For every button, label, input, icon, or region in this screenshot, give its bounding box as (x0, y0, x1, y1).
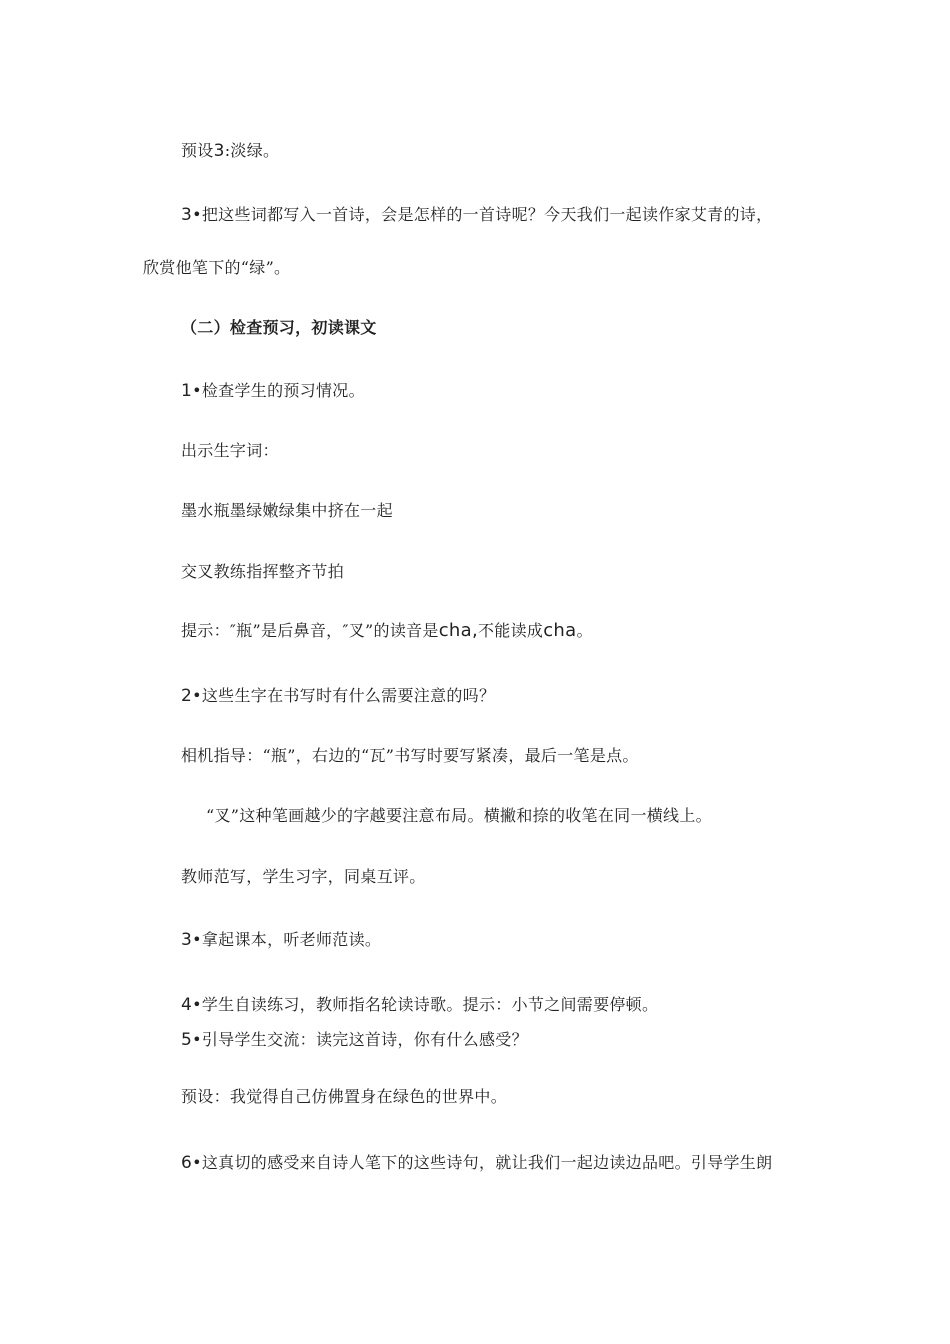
hint-middle: 不能读成 (477, 621, 544, 640)
step-text: •这真切的感受来自诗人笔下的这些诗句，就让我们一起边读边品吧。引导学生朗 (192, 1153, 773, 1172)
paragraph-step-5 (181, 1030, 528, 1050)
preset-number: 3 (213, 141, 225, 161)
step-number: 4 (181, 995, 193, 1015)
paragraph-guidance (181, 746, 639, 766)
paragraph-text: 交叉教练指挥整齐节拍 (181, 562, 345, 581)
step-number: 1 (181, 381, 193, 401)
paragraph-text: 出示生字词： (181, 441, 279, 460)
paragraph-preset-feeling (181, 1087, 507, 1107)
hint-text: 提示：″瓶”是后鼻音，″叉”的读音是 (181, 621, 439, 640)
paragraph-step-2 (181, 686, 495, 706)
pinyin-cha-1: cha, (438, 620, 478, 641)
preset-label: 预设 (181, 141, 214, 160)
step-text: •拿起课本，听老师范读。 (192, 930, 382, 949)
paragraph-text: “叉”这种笔画越少的字越要注意布局。横撇和捺的收笔在同一横线上。 (206, 806, 712, 825)
paragraph-step-3-continued (143, 258, 290, 278)
paragraph-text: 预设：我觉得自己仿佛置身在绿色的世界中。 (181, 1087, 508, 1106)
paragraph-step-3b (181, 930, 381, 950)
section-title: （二）检查预习，初读课文 (181, 318, 377, 337)
section-heading (181, 318, 377, 338)
step-text: •引导学生交流：读完这首诗，你有什么感受？ (192, 1030, 528, 1049)
hint-end: 。 (576, 621, 593, 640)
step-number: 3 (181, 205, 193, 225)
step-text: •检查学生的预习情况。 (192, 381, 365, 400)
step-number: 3 (181, 930, 193, 950)
paragraph-check-1 (181, 381, 365, 401)
step-number: 6 (181, 1153, 193, 1173)
vocabulary-line-1 (181, 501, 393, 521)
vocabulary-line-2 (181, 562, 344, 582)
paragraph-text: 教师范写，学生习字，同桌互评。 (181, 867, 426, 886)
paragraph-step-6 (181, 1153, 772, 1173)
step-text: •这些生字在书写时有什么需要注意的吗？ (192, 686, 496, 705)
paragraph-step-4 (181, 995, 658, 1015)
paragraph-hint (181, 621, 593, 641)
paragraph-practice (181, 867, 426, 887)
step-number: 5 (181, 1030, 193, 1050)
step-number: 2 (181, 686, 193, 706)
step-text: •学生自读练习，教师指名轮读诗歌。提示：小节之间需要停顿。 (192, 995, 659, 1014)
paragraph-show-words (181, 441, 279, 461)
paragraph-preset-3 (181, 141, 279, 161)
paragraph-cha-layout (206, 806, 712, 826)
pinyin-cha-2: cha (543, 620, 577, 641)
paragraph-step-3 (181, 205, 772, 225)
paragraph-text: 墨水瓶墨绿嫩绿集中挤在一起 (181, 501, 393, 520)
step-text: •把这些词都写入一首诗，会是怎样的一首诗呢？今天我们一起读作家艾青的诗， (192, 205, 773, 224)
preset-text: :淡绿。 (224, 141, 280, 160)
step-text-continued: 欣赏他笔下的“绿”。 (143, 258, 291, 277)
paragraph-text: 相机指导：“瓶”，右边的“瓦”书写时要写紧凑，最后一笔是点。 (181, 746, 639, 765)
